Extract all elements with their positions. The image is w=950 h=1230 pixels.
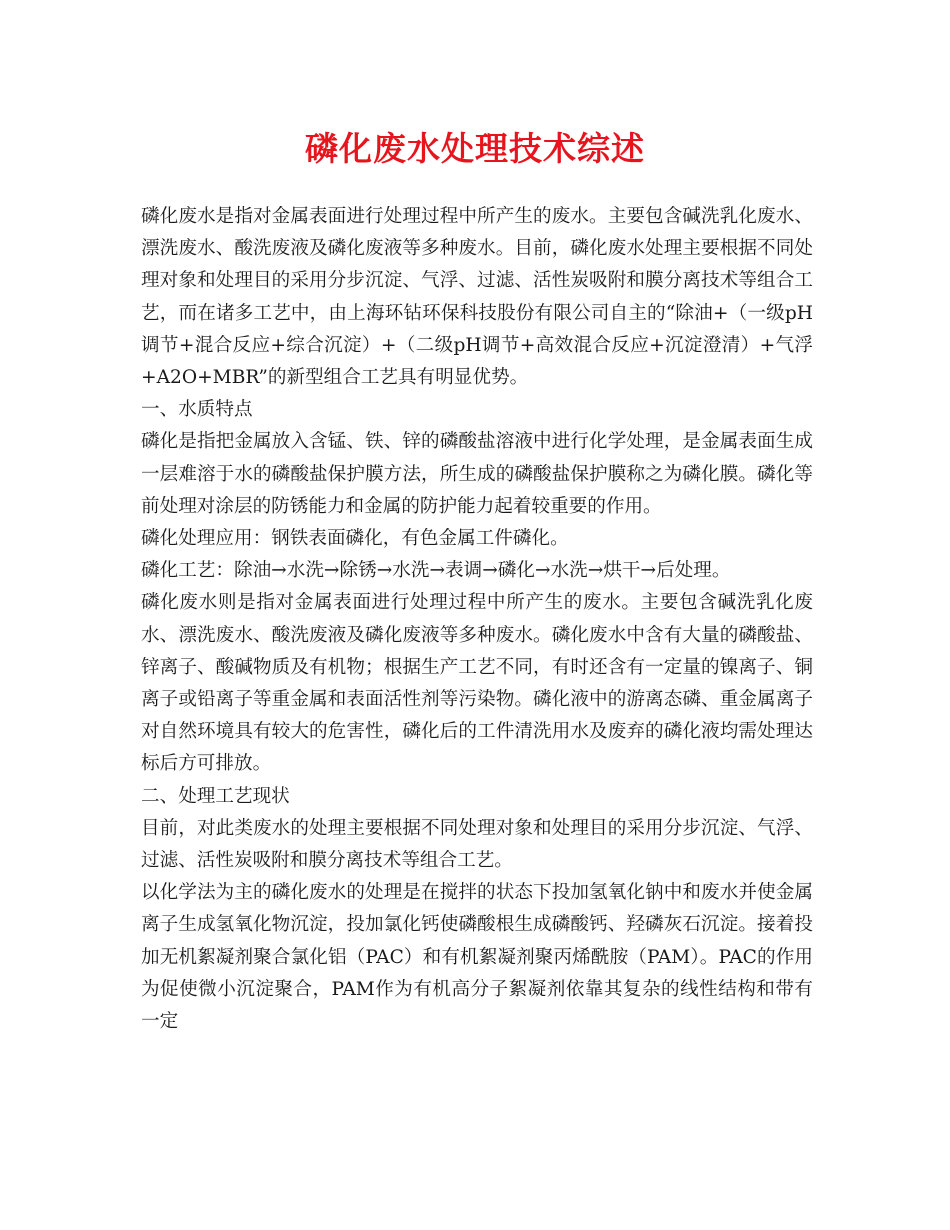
section-heading-water-quality: 一、水质特点 bbox=[141, 399, 253, 421]
section-heading-treatment-status: 二、处理工艺现状 bbox=[141, 785, 290, 807]
intro-paragraph: 磷化废水是指对金属表面进行处理过程中所产生的废水。主要包含碱洗乳化废水、漂洗废水、酸洗废液及磷化废液等多种废水。目前，磷化废水处理主要根据不同处理对象和处理目的采用分步沉淀、气浮、过滤、活性炭吸附和膜分离技术等组合工艺，而在诸多工艺中，由上海环钻环保科技股份有限公司自主的“除油+（一级pH调节+混合反应+综合沉淀）+（二级pH调节+高效混合反应+沉淀澄清）+气浮+A2O+MBR”的新型组合工艺具有明显优势。 bbox=[141, 206, 813, 389]
document-body bbox=[141, 201, 813, 1038]
document-title: 磷化废水处理技术综述 bbox=[305, 129, 645, 168]
chemical-treatment-paragraph: 以化学法为主的磷化废水的处理是在搅拌的状态下投加氢氧化钠中和废水并使金属离子生成氢氧化物沉淀，投加氯化钙使磷酸根生成磷酸钙、羟磷灰石沉淀。接着投加无机絮凝剂聚合氯化铝（PAC）和有机絮凝剂聚丙烯酰胺（PAM）。PAC的作用为促使微小沉淀聚合，PAM作为有机高分子絮凝剂依靠其复杂的线性结构和带有一定 bbox=[141, 882, 813, 1033]
phosphating-process-paragraph: 磷化工艺：除油→水洗→除锈→水洗→表调→磷化→水洗→烘干→后处理。 bbox=[141, 560, 731, 582]
wastewater-composition-paragraph: 磷化废水则是指对金属表面进行处理过程中所产生的废水。主要包含碱洗乳化废水、漂洗废水、酸洗废液及磷化废液等多种废水。磷化废水中含有大量的磷酸盐、锌离子、酸碱物质及有机物；根据生产工艺不同，有时还含有一定量的镍离子、铜离子或铅离子等重金属和表面活性剂等污染物。磷化液中的游离态磷、重金属离子对自然环境具有较大的危害性，磷化后的工件清洗用水及废弃的磷化液均需处理达标后方可排放。 bbox=[141, 592, 813, 775]
phosphating-application-paragraph: 磷化处理应用：钢铁表面磷化，有色金属工件磷化。 bbox=[141, 528, 569, 550]
phosphating-definition-paragraph: 磷化是指把金属放入含锰、铁、锌的磷酸盐溶液中进行化学处理，是金属表面生成一层难溶于水的磷酸盐保护膜方法，所生成的磷酸盐保护膜称之为磷化膜。磷化等前处理对涂层的防锈能力和金属的防护能力起着较重要的作用。 bbox=[141, 431, 813, 517]
treatment-overview-paragraph: 目前，对此类废水的处理主要根据不同处理对象和处理目的采用分步沉淀、气浮、过滤、活性炭吸附和膜分离技术等组合工艺。 bbox=[141, 817, 813, 872]
